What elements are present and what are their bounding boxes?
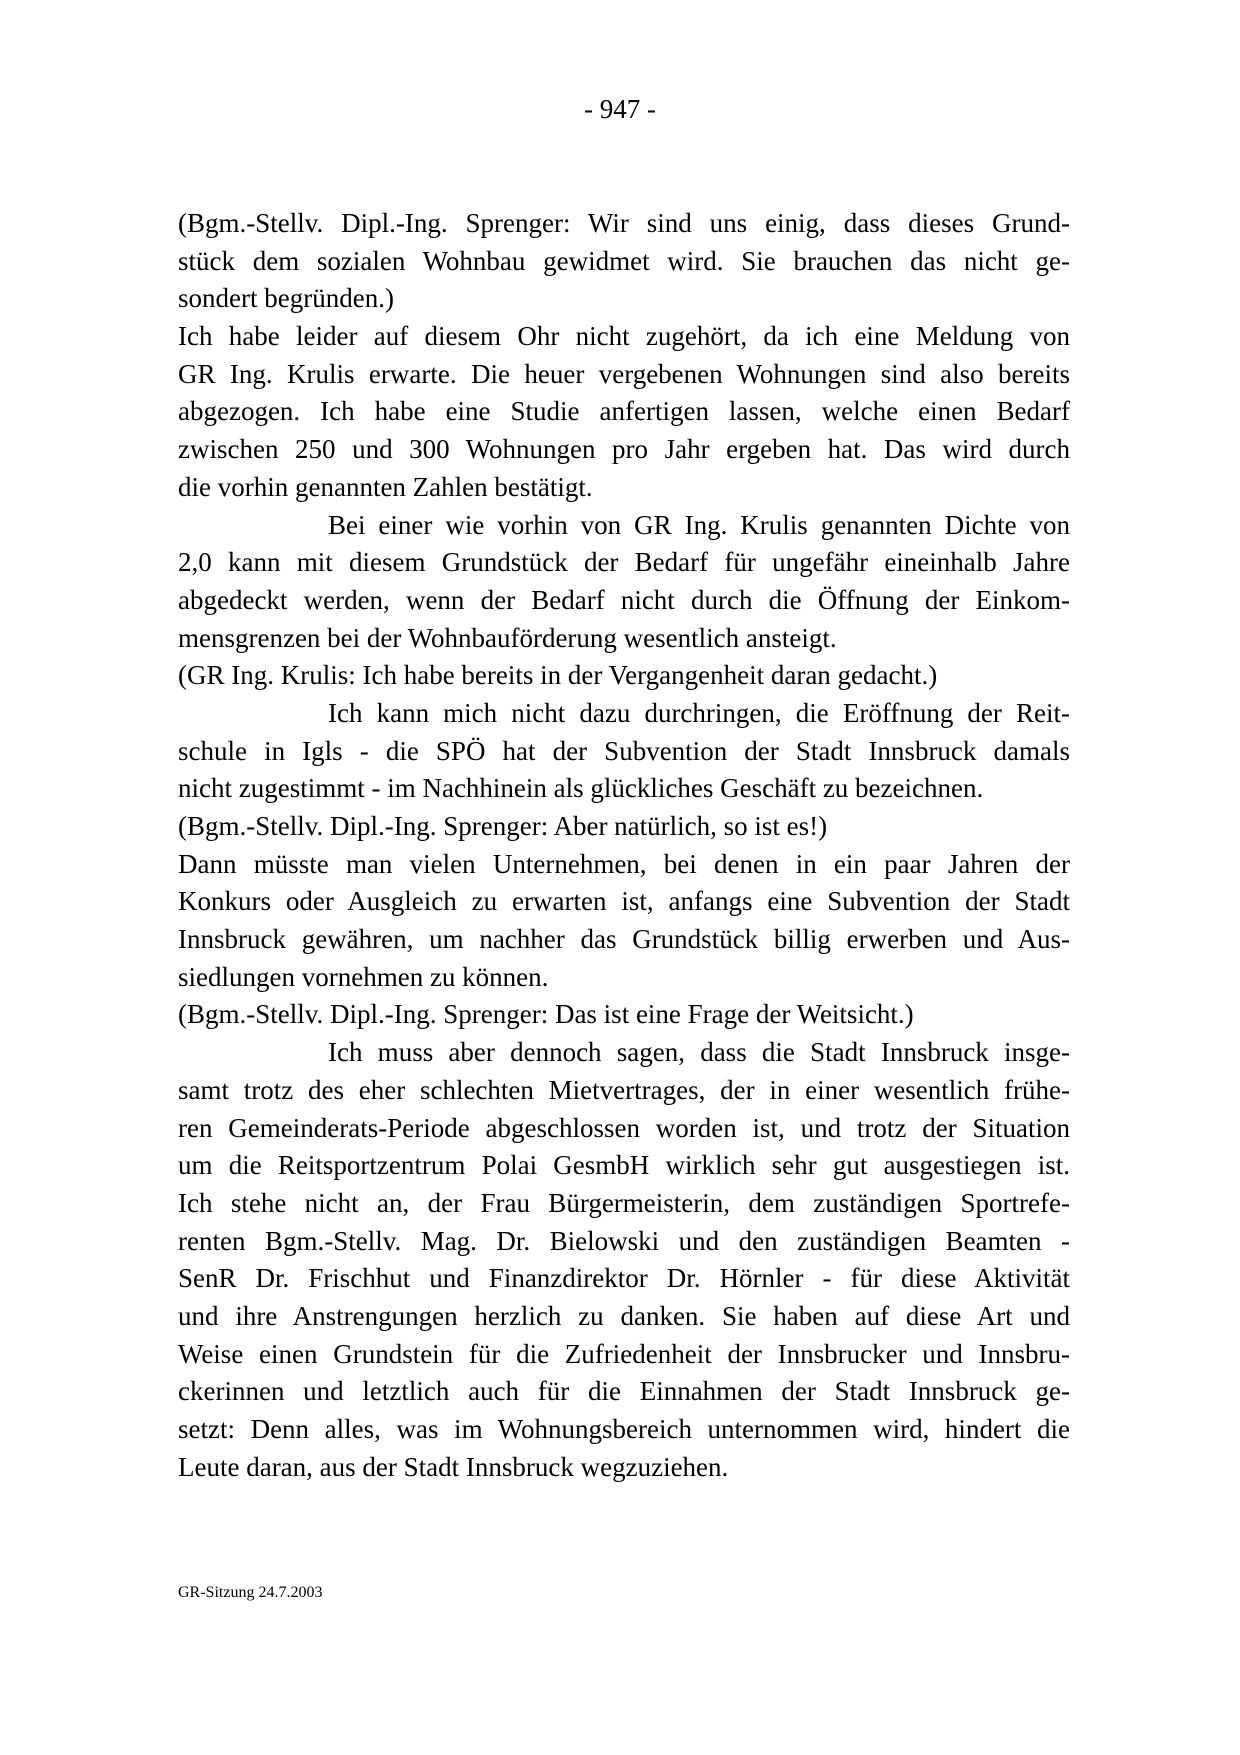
text-line: die vorhin genannten Zahlen bestätigt.: [178, 471, 593, 502]
paragraph: [178, 808, 1070, 846]
text-line: ren Gemeinderats-Periode abgeschlossen worden ist, und trotz der Situation: [178, 1112, 1070, 1143]
text-line: Bei einer wie vorhin von GR Ing. Krulis genannten Dichte von: [328, 509, 1070, 540]
paragraph: [178, 996, 1070, 1034]
text-line: siedlungen vornehmen zu können.: [178, 961, 549, 992]
text-line: 2,0 kann mit diesem Grundstück der Bedarf für ungefähr eineinhalb Jahre: [178, 547, 1070, 578]
document-body: [178, 205, 1070, 1486]
text-line: (Bgm.-Stellv. Dipl.-Ing. Sprenger: Das ist eine Frage der Weitsicht.): [178, 999, 914, 1030]
paragraph: [178, 657, 1070, 695]
page-footer: GR-Sitzung 24.7.2003: [178, 1584, 323, 1601]
text-line: Konkurs oder Ausgleich zu erwarten ist, anfangs eine Subvention der Stadt: [178, 886, 1070, 917]
text-line: Innsbruck gewähren, um nachher das Grundstück billig erwerben und Aus-: [178, 924, 1070, 955]
text-line: zwischen 250 und 300 Wohnungen pro Jahr ergeben hat. Das wird durch: [178, 434, 1070, 465]
text-line: abgezogen. Ich habe eine Studie anfertigen lassen, welche einen Bedarf: [178, 396, 1070, 427]
paragraph: [178, 846, 1070, 997]
text-line: Leute daran, aus der Stadt Innsbruck wegzuziehen.: [178, 1451, 729, 1482]
text-line: stück dem sozialen Wohnbau gewidmet wird. Sie brauchen das nicht ge-: [178, 245, 1070, 276]
text-line: setzt: Denn alles, was im Wohnungsbereich unternommen wird, hindert die: [178, 1414, 1070, 1444]
paragraph: [178, 205, 1070, 318]
text-line: Ich stehe nicht an, der Frau Bürgermeisterin, dem zuständigen Sportrefe-: [178, 1187, 1070, 1218]
paragraph: [178, 318, 1070, 506]
text-line: samt trotz des eher schlechten Mietvertrages, der in einer wesentlich frühe-: [178, 1074, 1070, 1105]
text-line: Weise einen Grundstein für die Zufriedenheit der Innsbrucker und Innsbru-: [178, 1338, 1070, 1369]
text-line: sondert begründen.): [178, 283, 394, 314]
text-line: SenR Dr. Frischhut und Finanzdirektor Dr. Hörnler - für diese Aktivität: [178, 1263, 1070, 1294]
text-line: (GR Ing. Krulis: Ich habe bereits in der Vergangenheit daran gedacht.): [178, 660, 938, 691]
text-line: nicht zugestimmt - im Nachhinein als glückliches Geschäft zu bezeichnen.: [178, 773, 984, 804]
text-line: und ihre Anstrengungen herzlich zu danken. Sie haben auf diese Art und: [178, 1300, 1070, 1331]
text-line: GR Ing. Krulis erwarte. Die heuer vergebenen Wohnungen sind also bereits: [178, 358, 1070, 389]
text-line: renten Bgm.-Stellv. Mag. Dr. Bielowski und den zuständigen Beamten -: [178, 1225, 1070, 1256]
text-line: Dann müsste man vielen Unternehmen, bei denen in ein paar Jahren der: [178, 848, 1070, 879]
text-line: (Bgm.-Stellv. Dipl.-Ing. Sprenger: Aber natürlich, so ist es!): [178, 811, 828, 841]
text-line: schule in Igls - die SPÖ hat der Subvention der Stadt Innsbruck damals: [178, 735, 1070, 766]
paragraph: [178, 695, 1070, 808]
text-line: Ich muss aber dennoch sagen, dass die Stadt Innsbruck insge-: [328, 1037, 1070, 1068]
page-number: - 947 -: [584, 94, 656, 124]
text-line: um die Reitsportzentrum Polai GesmbH wirklich sehr gut ausgestiegen ist.: [178, 1150, 1070, 1181]
text-line: mensgrenzen bei der Wohnbauförderung wesentlich ansteigt.: [178, 622, 837, 653]
text-line: ckerinnen und letztlich auch für die Einnahmen der Stadt Innsbruck ge-: [178, 1376, 1070, 1407]
text-line: Ich kann mich nicht dazu durchringen, die Eröffnung der Reit-: [328, 697, 1070, 728]
text-line: Ich habe leider auf diesem Ohr nicht zugehört, da ich eine Meldung von: [178, 321, 1070, 352]
text-line: abgedeckt werden, wenn der Bedarf nicht durch die Öffnung der Einkom-: [178, 584, 1070, 615]
paragraph: [178, 507, 1070, 658]
text-line: (Bgm.-Stellv. Dipl.-Ing. Sprenger: Wir sind uns einig, dass dieses Grund-: [178, 208, 1070, 238]
paragraph: [178, 1034, 1070, 1486]
